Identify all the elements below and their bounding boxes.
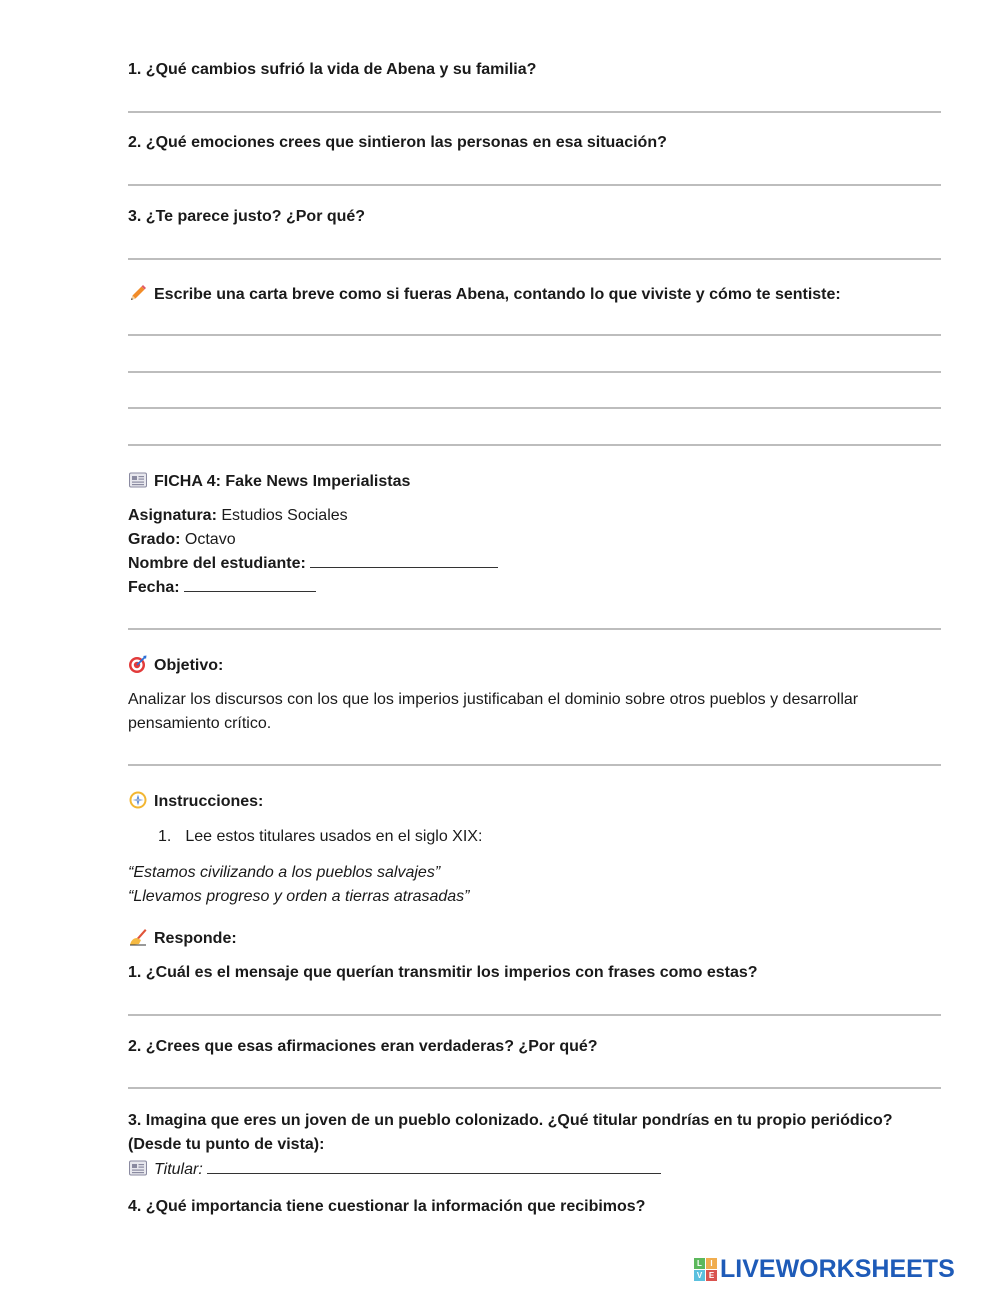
answer-line[interactable]: [128, 1087, 941, 1089]
divider: [128, 628, 941, 630]
question-2: 2. ¿Qué emociones crees que sintieron las personas en esa situación?: [128, 134, 667, 151]
answer-line[interactable]: [128, 407, 941, 409]
respond-question-1: 1. ¿Cuál es el mensaje que querían transmitir los imperios con frases como estas?: [128, 964, 758, 981]
respond-question-2: 2. ¿Crees que esas afirmaciones eran verdaderas? ¿Por qué?: [128, 1038, 598, 1055]
headline-quote-2: “Llevamos progreso y orden a tierras atrasadas”: [128, 888, 470, 905]
respond-heading: Responde:: [128, 927, 237, 949]
respond-question-3-note: (Desde tu punto de vista):: [128, 1136, 325, 1153]
answer-line[interactable]: [128, 1014, 941, 1016]
date-field[interactable]: [184, 577, 316, 592]
date-line: Fecha:: [128, 576, 316, 600]
answer-line[interactable]: [128, 111, 941, 113]
divider: [128, 764, 941, 766]
newspaper-icon: [128, 470, 148, 490]
respond-question-3: 3. Imagina que eres un joven de un pueblo colonizado. ¿Qué titular pondrías en tu propio periódico?: [128, 1112, 893, 1129]
ficha-title: FICHA 4: Fake News Imperialistas: [128, 470, 410, 492]
writing-hand-icon: [128, 927, 148, 947]
respond-question-4: 4. ¿Qué importancia tiene cuestionar la información que recibimos?: [128, 1198, 646, 1215]
target-icon: [128, 654, 148, 674]
answer-line[interactable]: [128, 184, 941, 186]
objective-heading: Objetivo:: [128, 654, 223, 676]
objective-text-2: pensamiento crítico.: [128, 715, 272, 732]
objective-text-1: Analizar los discursos con los que los imperios justificaban el dominio sobre otros pueblos y desarrollar: [128, 691, 859, 708]
answer-line[interactable]: [128, 371, 941, 373]
answer-line[interactable]: [128, 334, 941, 336]
question-3: 3. ¿Te parece justo? ¿Por qué?: [128, 208, 366, 225]
newspaper-icon: [128, 1158, 148, 1178]
question-1: 1. ¿Qué cambios sufrió la vida de Abena y su familia?: [128, 61, 537, 78]
pencil-icon: [128, 283, 148, 303]
answer-line[interactable]: [128, 444, 941, 446]
letter-prompt: Escribe una carta breve como si fueras Abena, contando lo que viviste y cómo te sentiste:: [128, 283, 841, 305]
liveworksheets-logo: L I V E LIVEWORKSHEETS: [694, 1255, 955, 1283]
headline-input-row: Titular:: [128, 1158, 661, 1182]
headline-quote-1: “Estamos civilizando a los pueblos salvajes”: [128, 864, 441, 881]
live-badge-icon: L I V E: [694, 1258, 717, 1281]
instruction-item: 1. Lee estos titulares usados en el siglo XIX:: [158, 828, 483, 845]
answer-line[interactable]: [128, 258, 941, 260]
headline-field[interactable]: [207, 1159, 661, 1174]
grade-line: Grado: Octavo: [128, 531, 236, 548]
subject-line: Asignatura: Estudios Sociales: [128, 507, 348, 524]
student-name-field[interactable]: [310, 553, 498, 568]
instructions-heading: Instrucciones:: [128, 790, 263, 812]
student-name-line: Nombre del estudiante:: [128, 552, 498, 576]
compass-icon: [128, 790, 148, 810]
